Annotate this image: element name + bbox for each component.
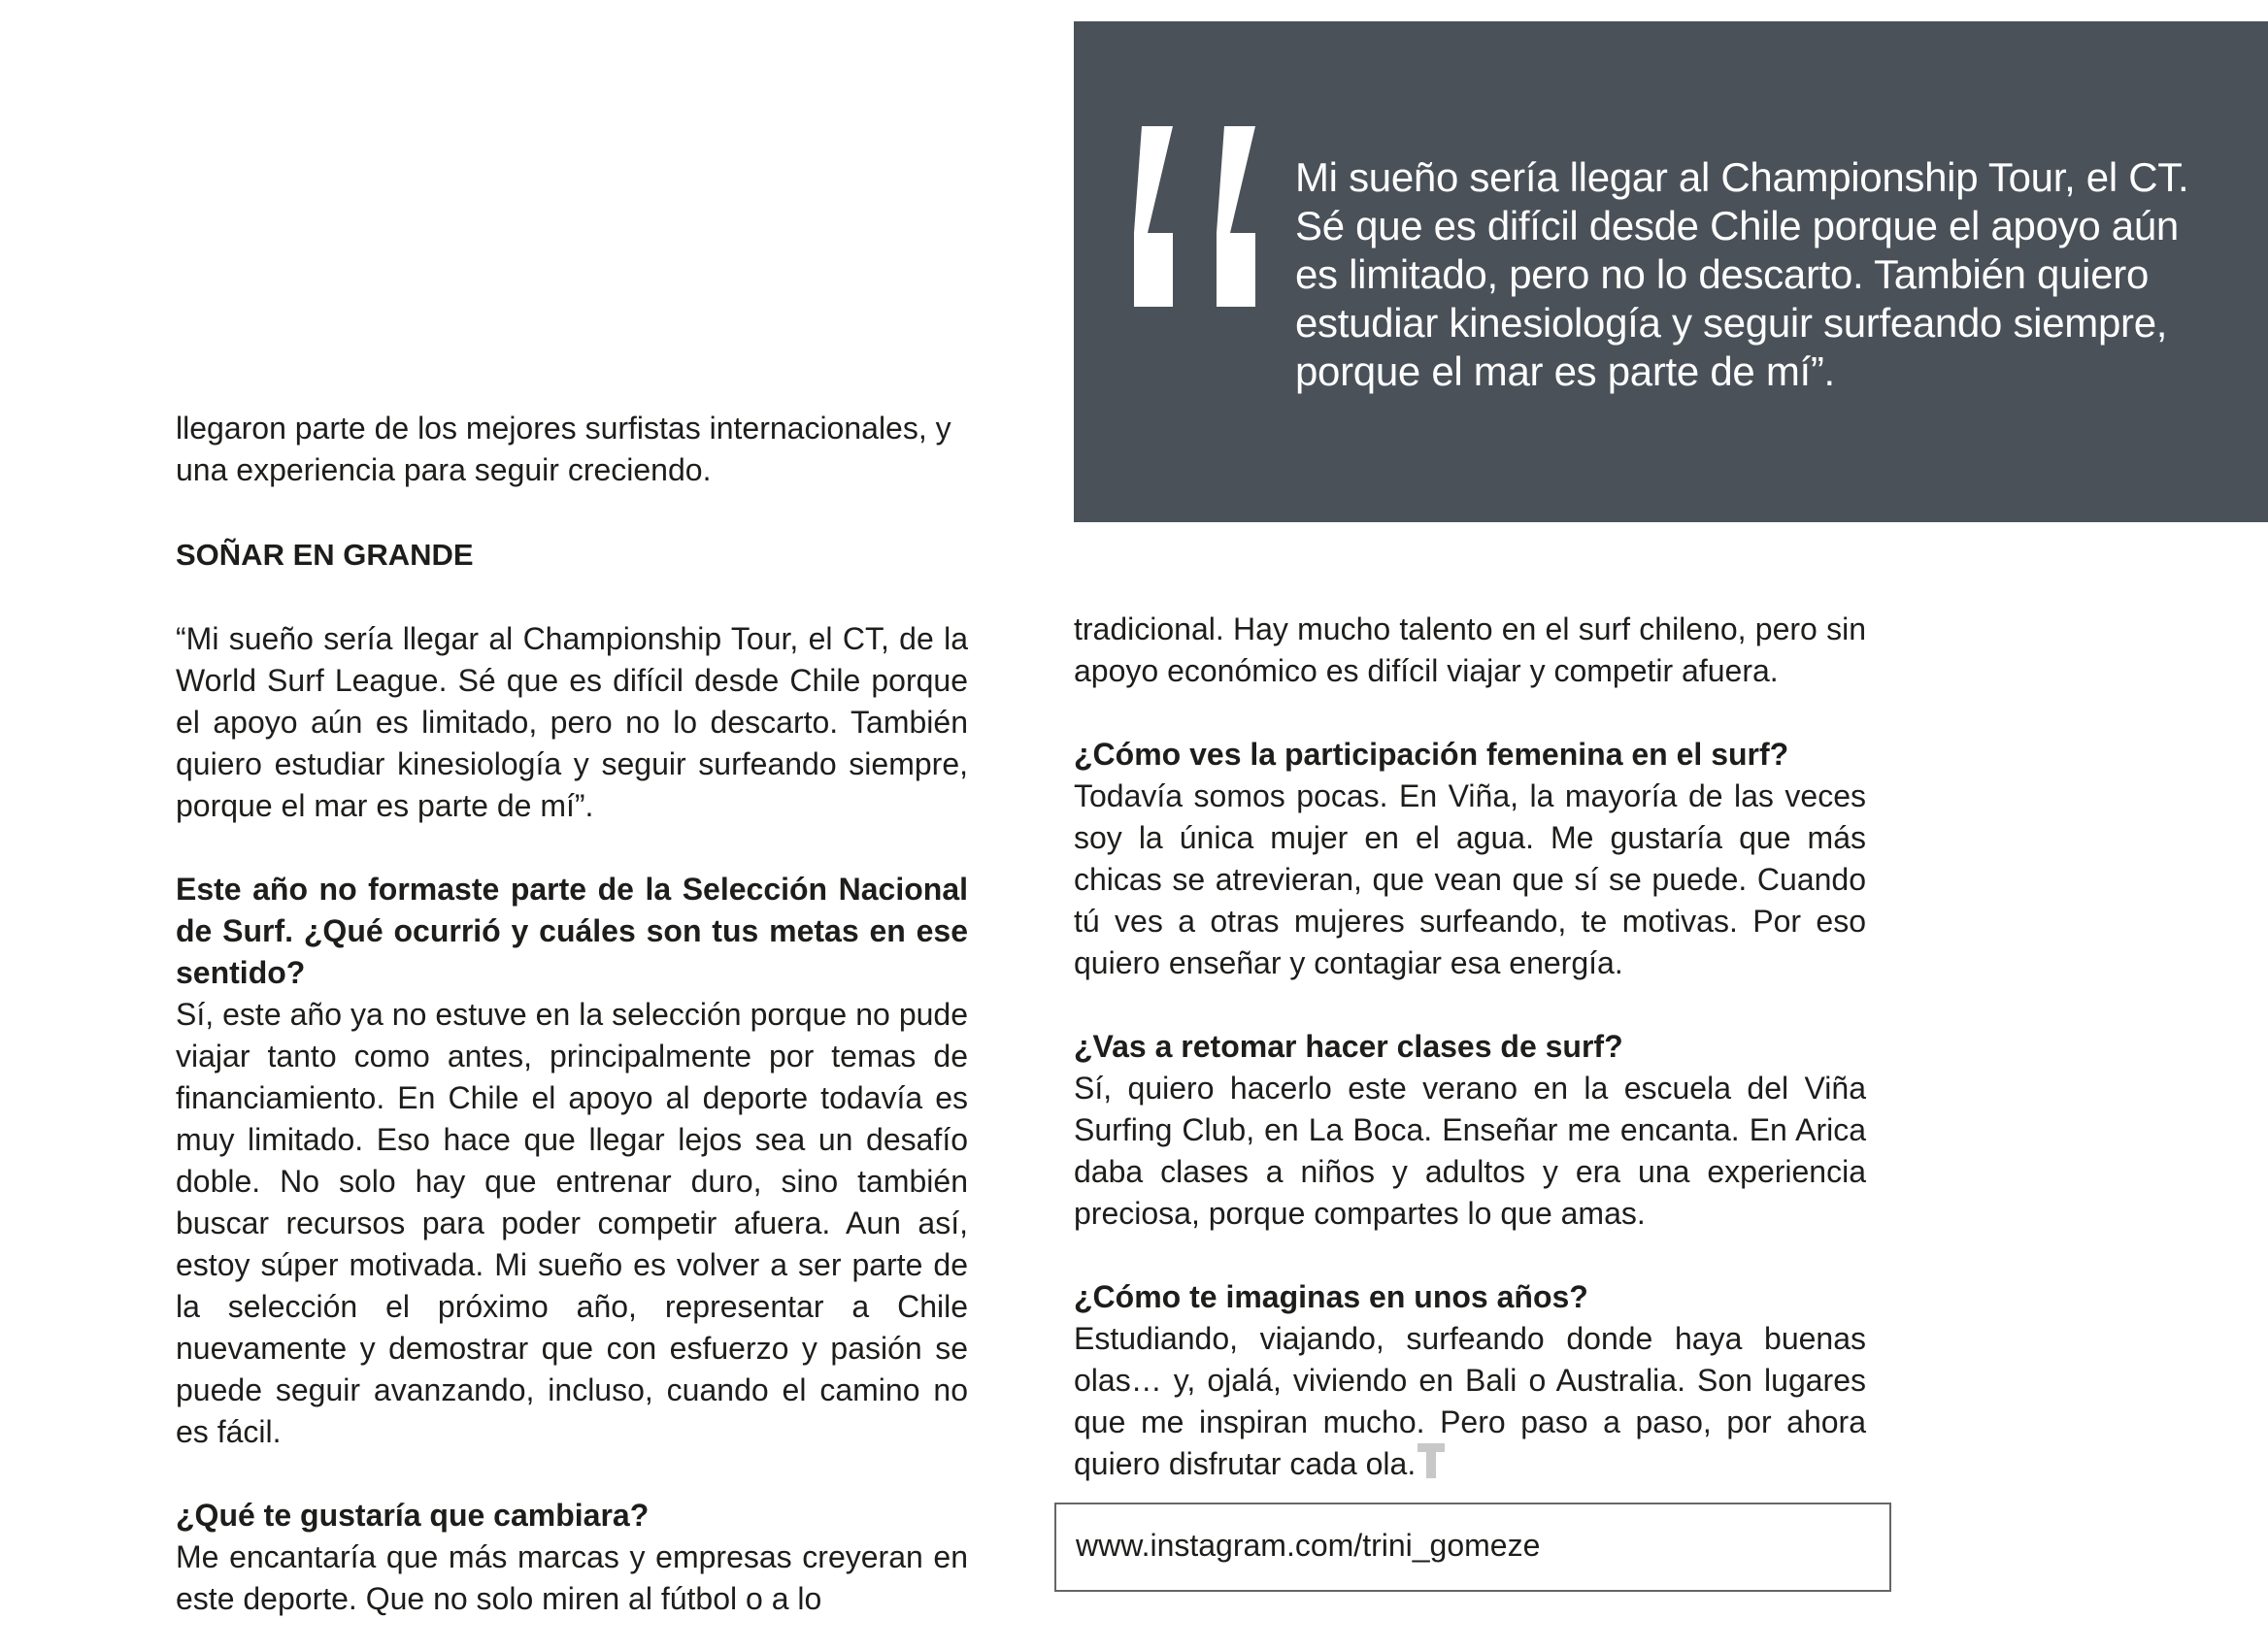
instagram-link[interactable]: www.instagram.com/trini_gomeze <box>1076 1528 1541 1563</box>
pull-quote-text: Mi sueño sería llegar al Championship Tour, el CT. Sé que es difícil desde Chile porque el apoyo aún es limitado, pero no lo descarto. También quiero estudiar kinesiología y seguir surfeando siempre, porque el mar es parte de mí”. <box>1295 154 2189 394</box>
question-5: ¿Cómo te imaginas en unos años? <box>1074 1279 1588 1314</box>
left-column-intro <box>176 408 968 491</box>
open-quote-icon <box>1122 126 1278 320</box>
answer-3: Todavía somos pocas. En Viña, la mayoría de las veces soy la única mujer en el agua. Me gustaría que más chicas se atrevieran, que vean que sí se puede. Cuando tú ves a otras mujeres surfeando, te motivas. Por eso quiero enseñar y contagiar esa energía. <box>1074 778 1866 980</box>
section-heading: SOÑAR EN GRANDE <box>176 538 474 572</box>
question-3: ¿Cómo ves la participación femenina en el surf? <box>1074 737 1789 772</box>
question-4: ¿Vas a retomar hacer clases de surf? <box>1074 1029 1623 1064</box>
answer-2-continued: tradicional. Hay mucho talento en el surf chileno, pero sin apoyo económico es difícil viajar y competir afuera. <box>1074 611 1866 688</box>
left-column <box>176 538 968 1620</box>
instagram-link-box <box>1054 1503 1891 1592</box>
question-2: ¿Qué te gustaría que cambiara? <box>176 1498 650 1533</box>
end-of-article-icon <box>1418 1443 1445 1478</box>
right-column <box>1074 609 1866 1485</box>
answer-2: Me encantaría que más marcas y empresas creyeran en este deporte. Que no solo miren al fútbol o a lo <box>176 1539 968 1616</box>
answer-5: Estudiando, viajando, surfeando donde haya buenas olas… y, ojalá, viviendo en Bali o Australia. Son lugares que me inspiran mucho. Pero paso a paso, por ahora quiero disfrutar cada ola. <box>1074 1321 1866 1481</box>
quote-paragraph: “Mi sueño sería llegar al Championship Tour, el CT, de la World Surf League. Sé que es difícil desde Chile porque el apoyo aún es limitado, pero no lo descarto. También quiero estudiar kinesiología y seguir surfeando siempre, porque el mar es parte de mí”. <box>176 621 968 823</box>
answer-5-wrapper <box>1074 1318 1866 1485</box>
intro-paragraph: llegaron parte de los mejores surfistas internacionales, y una experiencia para seguir creciendo. <box>176 411 951 487</box>
answer-4: Sí, quiero hacerlo este verano en la escuela del Viña Surfing Club, en La Boca. Enseñar me encanta. En Arica daba clases a niños y adultos y era una experiencia preciosa, porque compartes lo que amas. <box>1074 1071 1866 1231</box>
question-1: Este año no formaste parte de la Selección Nacional de Surf. ¿Qué ocurrió y cuáles son tus metas en ese sentido? <box>176 872 968 990</box>
answer-1: Sí, este año ya no estuve en la selección porque no pude viajar tanto como antes, principalmente por temas de financiamiento. En Chile el apoyo al deporte todavía es muy limitado. Eso hace que llegar lejos sea un desafío doble. No solo hay que entrenar duro, sino también buscar recursos para poder competir afuera. Aun así, estoy súper motivada. Mi sueño es volver a ser parte de la selección el próximo año, representar a Chile nuevamente y demostrar que con esfuerzo y pasión se puede seguir avanzando, incluso, cuando el camino no es fácil. <box>176 997 968 1449</box>
